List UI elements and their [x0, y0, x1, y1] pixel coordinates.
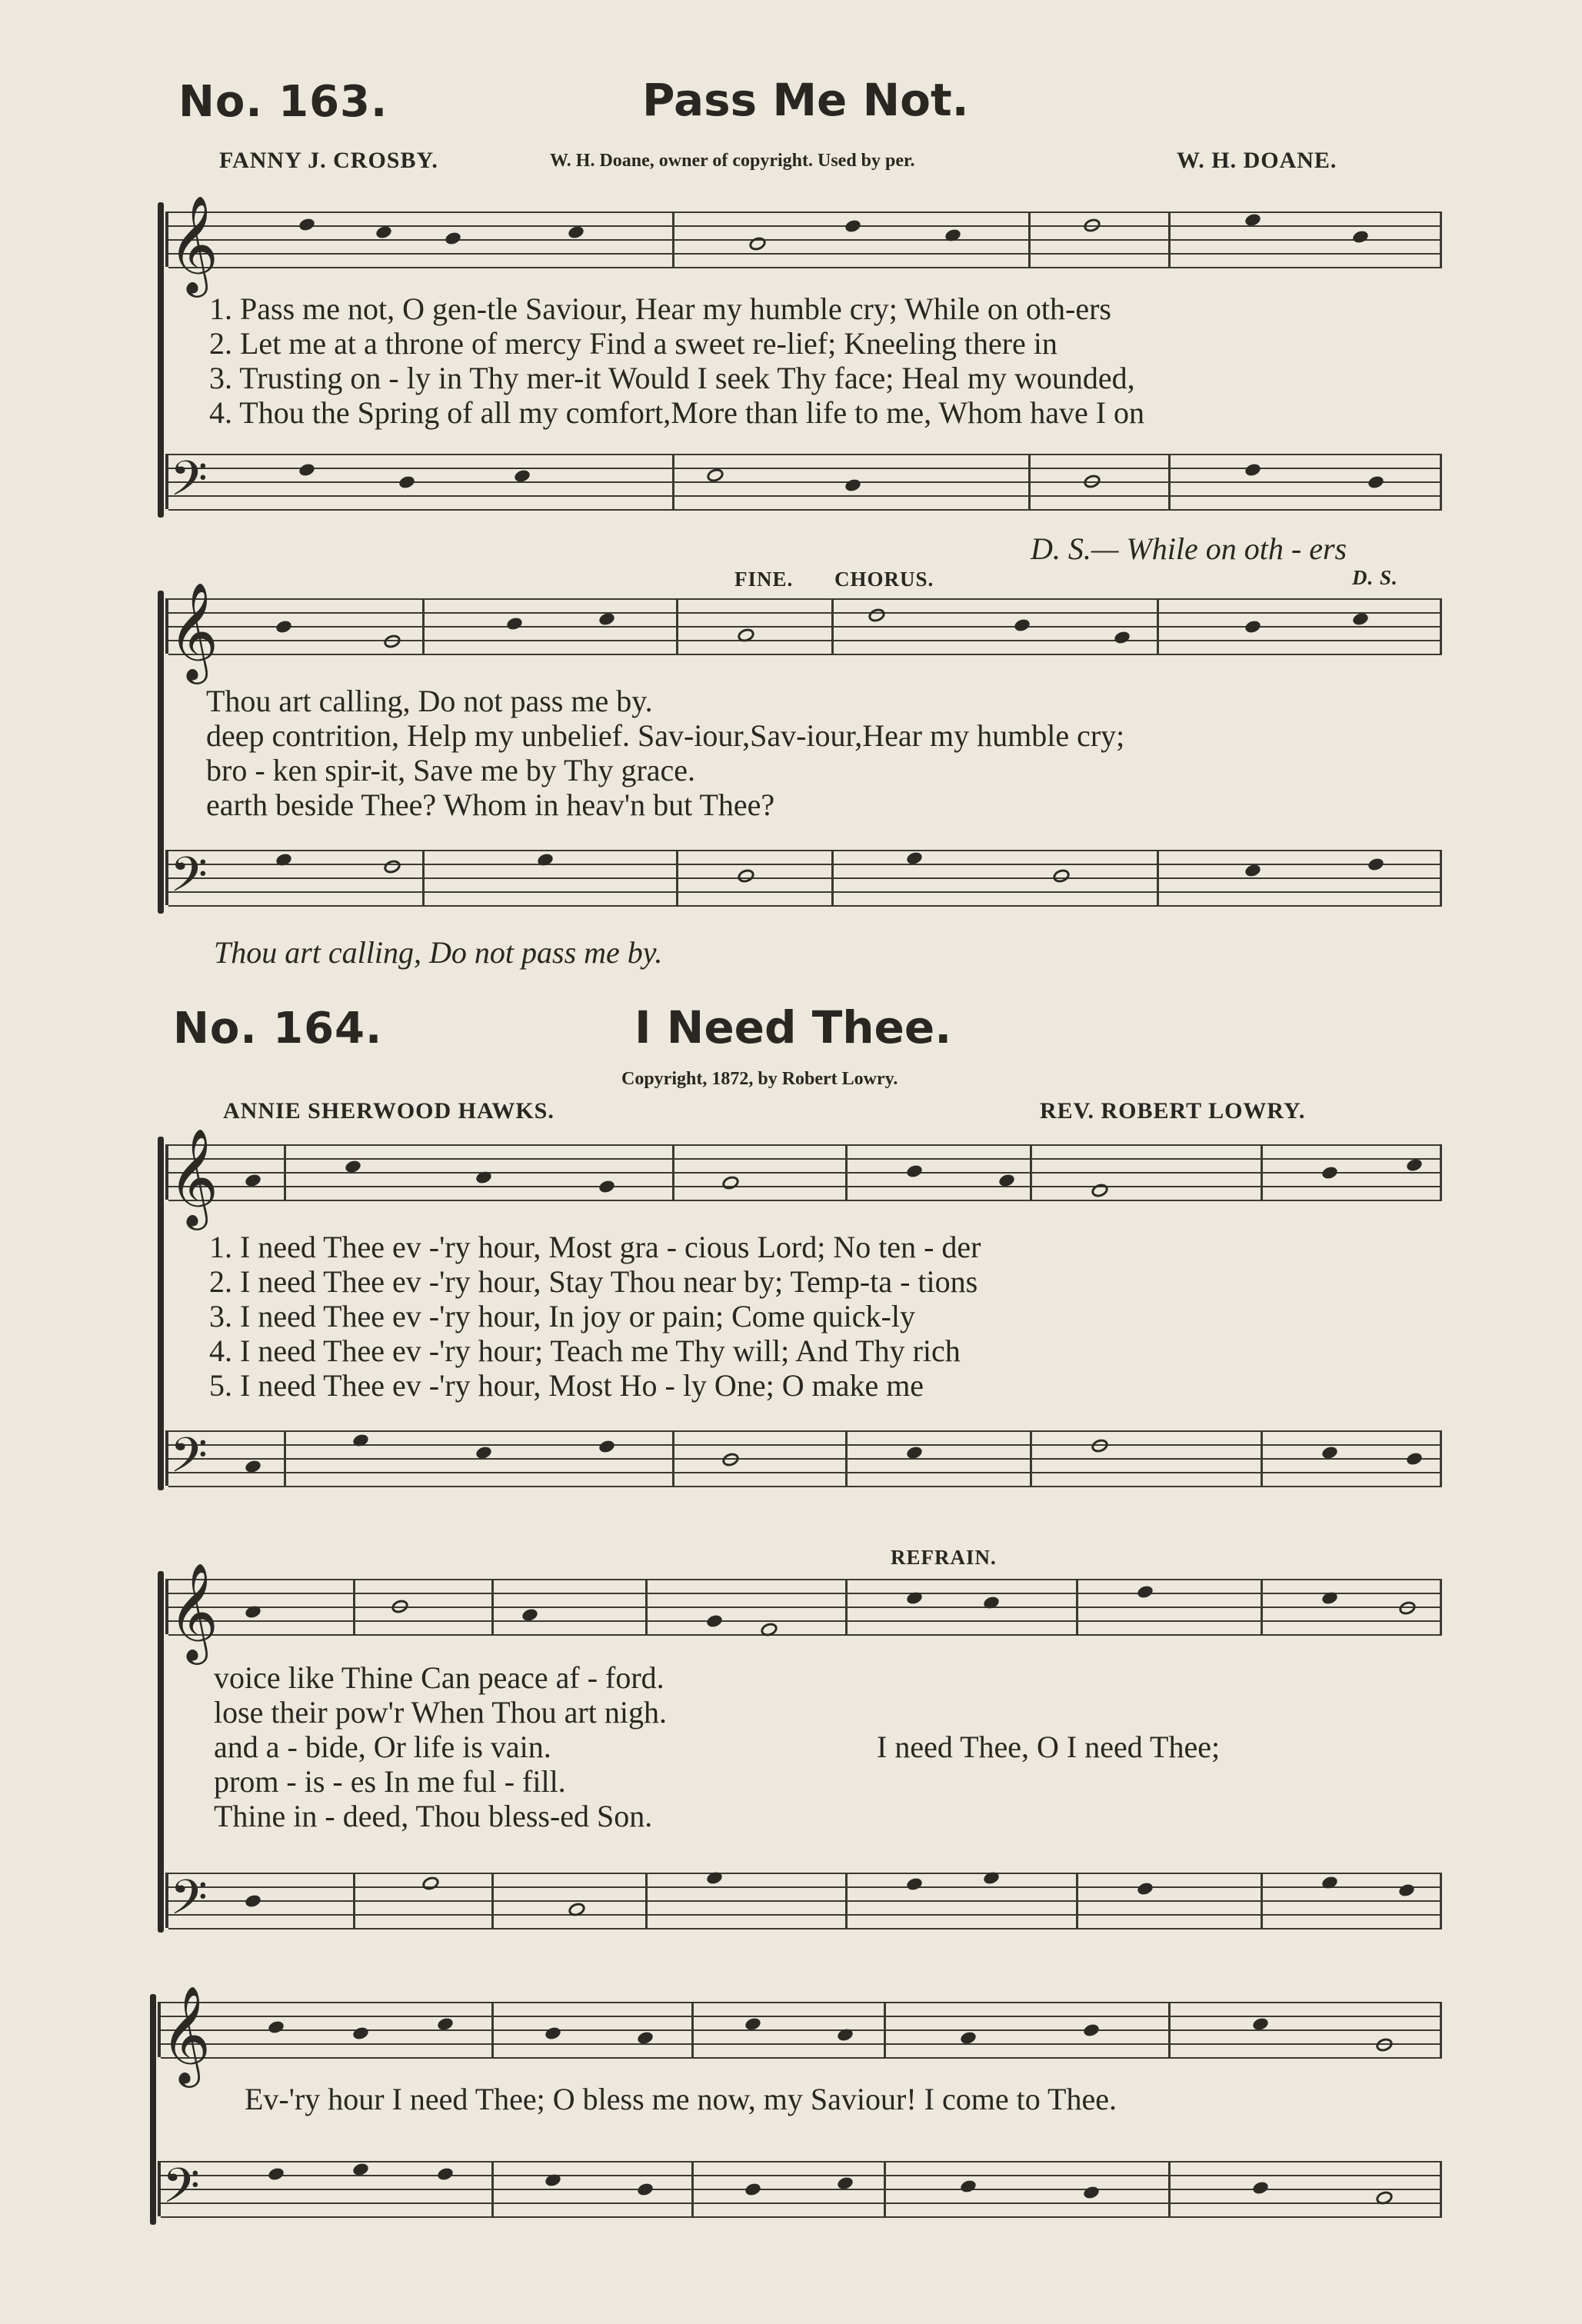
- treble-clef-icon: 𝄞: [168, 1562, 219, 1660]
- hymn-164-author: ANNIE SHERWOOD HAWKS.: [223, 1098, 555, 1124]
- treble-staff: [165, 211, 1441, 267]
- hymn-163-closing-line: Thou art calling, Do not pass me by.: [214, 935, 663, 970]
- hymn-163-number: No. 163.: [178, 77, 388, 127]
- bass-clef-icon: 𝄢: [170, 1427, 208, 1495]
- verse-line: 4. Thou the Spring of all my comfort,More than life to me, Whom have I on: [209, 395, 1145, 430]
- fine-mark: FINE.: [734, 568, 794, 591]
- verse-line: earth beside Thee? Whom in heav'n but Thee?: [206, 787, 775, 822]
- bass-staff: [158, 2161, 1441, 2216]
- bass-clef-icon: 𝄢: [170, 450, 208, 518]
- brace: [158, 1571, 164, 1933]
- verse-line: 4. I need Thee ev -'ry hour; Teach me Thy will; And Thy rich: [209, 1333, 961, 1368]
- treble-clef-icon: 𝄞: [168, 195, 219, 293]
- treble-clef-icon: 𝄞: [168, 581, 219, 680]
- verse-line: prom - is - es In me ful - fill.: [214, 1764, 566, 1799]
- verse-line: 2. Let me at a throne of mercy Find a sweet re-lief; Kneeling there in: [209, 326, 1057, 361]
- bass-staff: [165, 1873, 1441, 1928]
- verse-line: and a - bide, Or life is vain.: [214, 1730, 551, 1764]
- treble-clef-icon: 𝄞: [161, 1985, 211, 2083]
- brace: [150, 1994, 156, 2225]
- verse-line: deep contrition, Help my unbelief. Sav-iour,Sav-iour,Hear my humble cry;: [206, 718, 1125, 753]
- hymn-164-copyright: Copyright, 1872, by Robert Lowry.: [621, 1069, 898, 1089]
- treble-clef-icon: 𝄞: [168, 1127, 219, 1226]
- hymn-164-title: I Need Thee.: [634, 1001, 952, 1054]
- verse-line: 3. I need Thee ev -'ry hour, In joy or pain; Come quick-ly: [209, 1299, 915, 1333]
- hymn-163-title: Pass Me Not.: [642, 74, 969, 126]
- hymn-164-final-line: Ev-'ry hour I need Thee; O bless me now, my Saviour! I come to Thee.: [245, 2082, 1117, 2116]
- bass-clef-icon: 𝄢: [170, 1869, 208, 1937]
- verse-line: 2. I need Thee ev -'ry hour, Stay Thou near by; Temp-ta - tions: [209, 1264, 978, 1299]
- verse-line: 1. I need Thee ev -'ry hour, Most gra - cious Lord; No ten - der: [209, 1230, 981, 1264]
- brace: [158, 591, 164, 914]
- verse-line: 5. I need Thee ev -'ry hour, Most Ho - ly One; O make me: [209, 1368, 924, 1403]
- brace: [158, 202, 164, 518]
- treble-staff: [165, 1144, 1441, 1200]
- hymn-163-ds-note: D. S.— While on oth - ers: [1031, 531, 1347, 566]
- brace: [158, 1137, 164, 1490]
- treble-staff: [158, 2002, 1441, 2057]
- verse-line: Thine in - deed, Thou bless-ed Son.: [214, 1799, 653, 1833]
- hymn-164-verses-part-2: [214, 1660, 667, 1833]
- hymn-163-author: FANNY J. CROSBY.: [219, 148, 438, 173]
- hymn-163-copyright: W. H. Doane, owner of copyright. Used by per.: [550, 151, 915, 171]
- bass-staff: [165, 1430, 1441, 1486]
- verse-line: 3. Trusting on - ly in Thy mer-it Would I seek Thy face; Heal my wounded,: [209, 361, 1135, 395]
- verse-line: voice like Thine Can peace af - ford.: [214, 1660, 664, 1695]
- verse-line: 1. Pass me not, O gen-tle Saviour, Hear my humble cry; While on oth-ers: [209, 291, 1111, 326]
- verse-line: bro - ken spir-it, Save me by Thy grace.: [206, 753, 696, 787]
- treble-staff: [165, 598, 1441, 654]
- hymn-163-verses-part-2: [206, 683, 1124, 821]
- chorus-mark: CHORUS.: [834, 568, 934, 591]
- verse-line: Thou art calling, Do not pass me by.: [206, 684, 653, 718]
- bass-staff: [165, 454, 1441, 509]
- verse-line: lose their pow'r When Thou art nigh.: [214, 1695, 667, 1730]
- ds-mark: D. S.: [1352, 566, 1398, 589]
- bass-clef-icon: 𝄢: [170, 846, 208, 914]
- hymn-164-composer: REV. ROBERT LOWRY.: [1040, 1098, 1306, 1124]
- hymn-163-verses-part-1: [209, 291, 1144, 429]
- bass-staff: [165, 850, 1441, 905]
- hymn-164-verses-part-1: [209, 1229, 981, 1402]
- bass-clef-icon: 𝄢: [162, 2157, 200, 2226]
- hymn-163-composer: W. H. DOANE.: [1177, 148, 1337, 173]
- treble-staff: [165, 1579, 1441, 1634]
- hymn-164-number: No. 164.: [173, 1004, 383, 1054]
- hymn-164-refrain-text: I need Thee, O I need Thee;: [877, 1730, 1221, 1764]
- refrain-mark: REFRAIN.: [891, 1546, 997, 1569]
